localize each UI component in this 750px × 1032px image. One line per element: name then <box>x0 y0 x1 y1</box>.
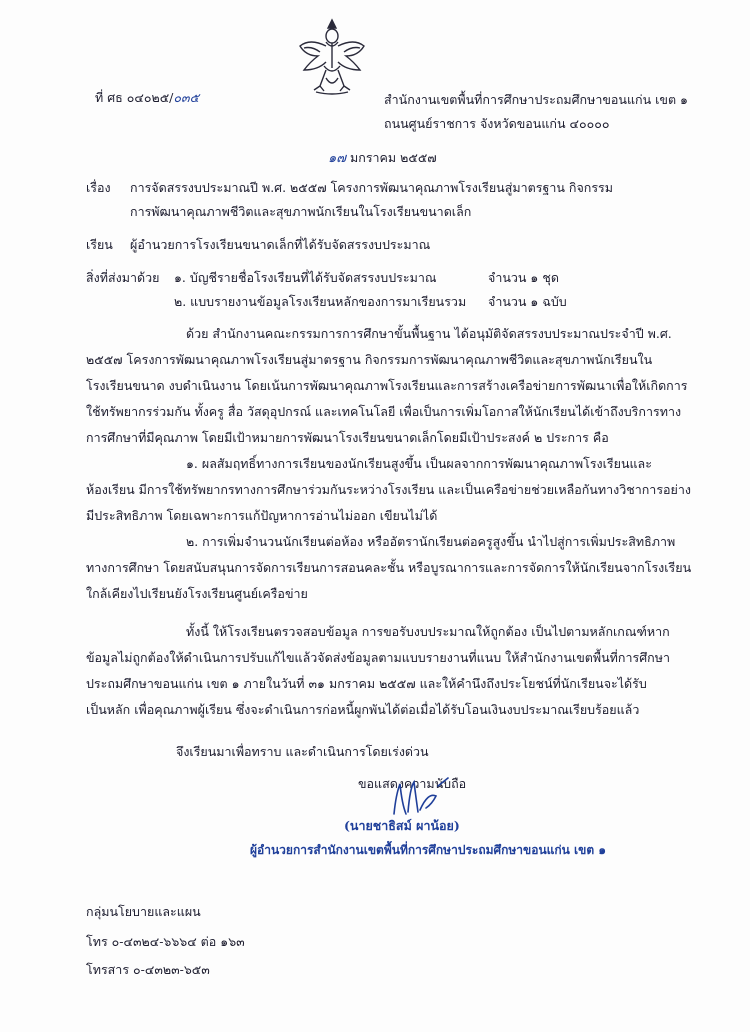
paragraph-2-line: ๑. ผลสัมฤทธิ์ทางการเรียนของนักเรียนสูงขึ้น เป็นผลจากการพัฒนาคุณภาพโรงเรียนและ <box>186 456 652 471</box>
paragraph-3-line: ใกล้เคียงไปเรียนยังโรงเรียนศูนย์เครือข่าย <box>86 586 308 601</box>
date-handwritten: ๑๗ <box>328 151 347 166</box>
garuda-emblem-icon <box>296 16 368 96</box>
enclosure-item: ๑. บัญชีรายชื่อโรงเรียนที่ได้รับจัดสรรงบประมาณ <box>174 270 437 285</box>
paragraph-4-line: ข้อมูลไม่ถูกต้องให้ดำเนินการปรับแก้ไขแล้วจัดส่งข้อมูลตามแบบรายงานที่แนบ ให้สำนักงานเขตพื้นที่การศึกษา <box>86 650 670 665</box>
paragraph-1-line: โรงเรียนขนาด งบดำเนินงาน โดยเน้นการพัฒนาคุณภาพโรงเรียนและการสร้างเครือข่ายการพัฒนาเพื่อให้เกิดการ <box>86 378 688 393</box>
paragraph-3-line: ๒. การเพิ่มจำนวนนักเรียนต่อห้อง หรืออัตรานักเรียนต่อครูสูงขึ้น นำไปสู่การเพิ่มประสิทธิภาพ <box>186 534 676 549</box>
enclosure-qty: จำนวน ๑ ชุด <box>488 270 559 285</box>
reference-label: ที่ ศธ ๐๔๐๒๕/ <box>95 90 174 105</box>
paragraph-4-line: ทั้งนี้ ให้โรงเรียนตรวจสอบข้อมูล การขอรับงบประมาณให้ถูกต้อง เป็นไปตามหลักเกณฑ์หาก <box>186 624 670 639</box>
paragraph-4-line: ประถมศึกษาขอนแก่น เขต ๑ ภายในวันที่ ๓๑ มกราคม ๒๕๕๗ และให้คำนึงถึงประโยชน์ที่นักเรียนจะได้รับ <box>86 676 647 691</box>
office-address: ถนนศูนย์ราชการ จังหวัดขอนแก่น ๔๐๐๐๐ <box>384 116 610 131</box>
footer-fax: โทรสาร ๐-๔๓๒๓-๖๕๓ <box>86 962 210 977</box>
paragraph-2-line: มีประสิทธิภาพ โดยเฉพาะการแก้ปัญหาการอ่านไม่ออก เขียนไม่ได้ <box>86 508 438 523</box>
enclosures-label: สิ่งที่ส่งมาด้วย <box>86 270 160 285</box>
closing-regards: ขอแสดงความนับถือ <box>358 776 467 791</box>
document-date <box>328 150 437 167</box>
footer-phone: โทร ๐-๔๓๒๔-๖๖๖๔ ต่อ ๑๖๓ <box>86 934 245 949</box>
subject-line-2: การพัฒนาคุณภาพชีวิตและสุขภาพนักเรียนในโรงเรียนขนาดเล็ก <box>130 204 472 219</box>
paragraph-2-line: ห้องเรียน มีการใช้ทรัพยากรทางการศึกษาร่วมกันระหว่างโรงเรียน และเป็นเครือข่ายช่วยเหลือกันทางวิชาการอย่าง <box>86 482 691 497</box>
office-name: สำนักงานเขตพื้นที่การศึกษาประถมศึกษาขอนแก่น เขต ๑ <box>384 92 688 107</box>
paragraph-4-line: เป็นหลัก เพื่อคุณภาพผู้เรียน ซึ่งจะดำเนินการก่อหนี้ผูกพันได้ต่อเมื่อได้รับโอนเงินงบประมาณเรียบร้อยแล้ว <box>86 702 640 717</box>
recipient-text: ผู้อำนวยการโรงเรียนขนาดเล็กที่ได้รับจัดสรรงบประมาณ <box>130 237 431 252</box>
paragraph-3-line: ทางการศึกษา โดยสนับสนุนการจัดการเรียนการสอนคละชั้น หรือบูรณาการและการจัดการให้นักเรียนจากโรงเรียน <box>86 560 692 575</box>
enclosure-qty: จำนวน ๑ ฉบับ <box>488 294 567 309</box>
paragraph-1-line: การศึกษาที่มีคุณภาพ โดยมีเป้าหมายการพัฒนาโรงเรียนขนาดเล็กโดยมีเป้าประสงค์ ๒ ประการ คือ <box>86 430 609 445</box>
paragraph-1-line: ด้วย สำนักงานคณะกรรมการการศึกษาขั้นพื้นฐาน ได้อนุมัติจัดสรรงบประมาณประจำปี พ.ศ. <box>186 326 672 341</box>
subject-label: เรื่อง <box>86 180 111 195</box>
date-month-year: มกราคม ๒๕๕๗ <box>350 150 437 165</box>
signatory-name: (นายชาธิสม์ ผาน้อย) <box>344 818 460 833</box>
enclosure-item: ๒. แบบรายงานข้อมูลโรงเรียนหลักของการมาเรียนรวม <box>174 294 467 309</box>
subject-line-1: การจัดสรรงบประมาณปี พ.ศ. ๒๕๕๗ โครงการพัฒนาคุณภาพโรงเรียนสู่มาตรฐาน กิจกรรม <box>130 180 614 195</box>
closing-request: จึงเรียนมาเพื่อทราบ และดำเนินการโดยเร่งด่วน <box>176 744 429 759</box>
footer-division: กลุ่มนโยบายและแผน <box>86 904 201 919</box>
signatory-position: ผู้อำนวยการสำนักงานเขตพื้นที่การศึกษาประถมศึกษาขอนแก่น เขต ๑ <box>250 843 606 857</box>
reference-number <box>95 90 199 106</box>
reference-handwritten: ๐๓๕ <box>173 90 200 105</box>
recipient-label: เรียน <box>86 237 113 252</box>
handwritten-signature-icon <box>388 774 458 822</box>
paragraph-1-line: ใช้ทรัพยากรร่วมกัน ทั้งครู สื่อ วัสดุอุปกรณ์ และเทคโนโลยี เพื่อเป็นการเพิ่มโอกาสให้นักเรียนได้เข้าถึงบริการทาง <box>86 404 682 419</box>
paragraph-1-line: ๒๕๕๗ โครงการพัฒนาคุณภาพโรงเรียนสู่มาตรฐาน กิจกรรมการพัฒนาคุณภาพชีวิตและสุขภาพนักเรียนใน <box>86 352 653 367</box>
